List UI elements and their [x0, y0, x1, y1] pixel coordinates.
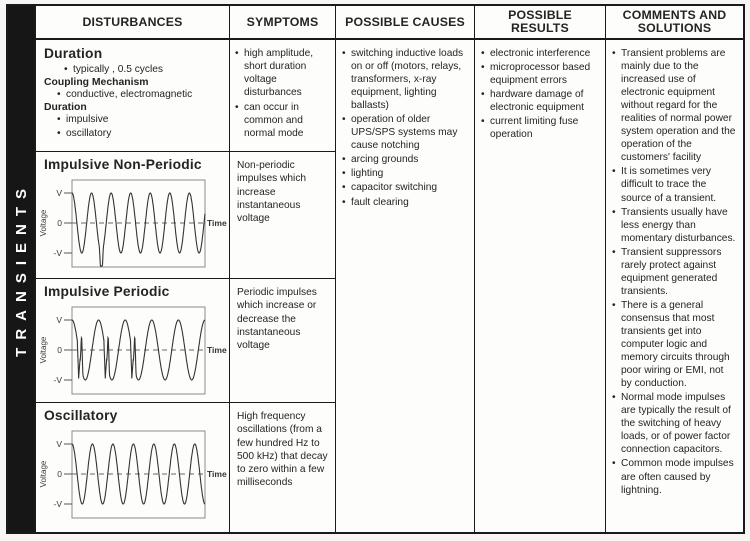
comment-item [612, 457, 736, 496]
result-item-text: electronic interference [490, 48, 591, 59]
comment-item-text: Common mode impulses are often caused by lightning. [621, 458, 734, 496]
comment-item [612, 391, 736, 456]
header-possible-results: POSSIBLE RESULTS [475, 6, 606, 40]
causes-list [342, 47, 468, 209]
symptom-text: High frequency oscillations (from a few hundred Hz to 500 kHz) that decay to zero within a few milliseconds [237, 411, 328, 489]
cell-symptoms-impulsive-non-periodic [230, 152, 336, 279]
cell-symptoms-general [230, 40, 336, 152]
cause-item-text: fault clearing [351, 196, 409, 208]
comment-item-text: Transient suppressors rarely protect against equipment generated transients. [621, 246, 722, 297]
cause-item-text: switching inductive loads on or off (motors, relays, transformers, x-ray equipment, lighting ballasts) [351, 48, 464, 112]
header-symptoms: SYMPTOMS [230, 6, 336, 40]
time-axis-label: Time [207, 469, 227, 479]
cause-item-text: lighting [351, 168, 384, 180]
vmin-label: -V [53, 248, 62, 258]
coupling-mechanism-heading: Coupling Mechanism [44, 77, 149, 89]
cell-possible-results [475, 40, 606, 532]
symptom-item-text: can occur in common and normal mode [244, 102, 304, 140]
vmin-label: -V [53, 499, 62, 509]
cause-item [342, 47, 468, 112]
symptom-item [235, 47, 330, 99]
cause-item [342, 196, 468, 209]
duration-heading: Duration [44, 46, 103, 61]
zero-label: 0 [57, 218, 62, 228]
cell-possible-causes [336, 40, 475, 532]
duration-type-heading: Duration [44, 102, 87, 114]
impulsive-periodic-title: Impulsive Periodic [44, 284, 170, 299]
coupling-mechanism-value [57, 88, 223, 101]
comment-item [612, 246, 736, 298]
oscillatory-title: Oscillatory [44, 408, 118, 423]
duration-value-text: typically , 0.5 cycles [73, 64, 164, 75]
cause-item-text: arcing grounds [351, 154, 419, 166]
cell-disturbance-general [36, 40, 230, 152]
result-item [481, 61, 599, 87]
vmax-label: V [56, 439, 62, 449]
cell-symptoms-oscillatory [230, 403, 336, 532]
zero-label: 0 [57, 469, 62, 479]
header-comments-solutions: COMMENTS AND SOLUTIONS [606, 6, 743, 40]
comment-item-text: Normal mode impulses are typically the result of the switching of heavy loads, or of power factor connection capacitors. [621, 392, 731, 456]
result-item [481, 115, 599, 141]
category-sidebar [8, 6, 36, 532]
symptom-text: Periodic impulses which increase or decrease the instantaneous voltage [237, 287, 317, 351]
vmax-label: V [56, 188, 62, 198]
table-grid [8, 6, 743, 532]
waveform-impulsive-non-periodic [38, 175, 228, 271]
symptoms-general-list [230, 40, 335, 149]
cell-disturbance-impulsive-periodic [36, 279, 230, 403]
cause-item-text: capacitor switching [351, 182, 438, 194]
vmin-label: -V [53, 375, 62, 385]
category-label: TRANSIENTS [12, 181, 30, 357]
duration-type-oscillatory [57, 127, 223, 140]
zero-label: 0 [57, 345, 62, 355]
cell-disturbance-impulsive-non-periodic [36, 152, 230, 279]
time-axis-label: Time [207, 218, 227, 228]
cause-item-text: operation of older UPS/SPS systems may cause notching [351, 114, 458, 152]
result-item-text: microprocessor based equipment errors [490, 62, 591, 87]
duration-type-impulsive [57, 113, 223, 126]
impulsive-non-periodic-title: Impulsive Non-Periodic [44, 157, 202, 172]
comment-item [612, 206, 736, 245]
comment-item-text: It is sometimes very difficult to trace the source of a transient. [621, 166, 717, 204]
voltage-axis-label: Voltage [39, 336, 48, 364]
cell-disturbance-oscillatory [36, 403, 230, 532]
cause-item [342, 153, 468, 166]
cause-item [342, 113, 468, 152]
symptom-item-text: high amplitude, short duration voltage disturbances [244, 48, 314, 99]
comment-item [612, 165, 736, 204]
comment-item-text: There is a general consensus that most transients get into computer logic and memory circuits through poor wiring or EMI, not by conduction. [621, 299, 730, 390]
result-item [481, 88, 599, 114]
waveform-impulsive-periodic [38, 302, 228, 398]
result-item-text: current limiting fuse operation [490, 116, 579, 141]
result-item-text: hardware damage of electronic equipment [490, 89, 585, 114]
duration-type-impulsive-text: impulsive [66, 114, 109, 126]
symptom-text: Non-periodic impulses which increase instantaneous voltage [237, 160, 307, 224]
symptom-item [235, 101, 330, 140]
duration-type-oscillatory-text: oscillatory [66, 128, 112, 140]
voltage-axis-label: Voltage [39, 209, 48, 237]
header-disturbances: DISTURBANCES [36, 6, 230, 40]
comment-item-text: Transients usually have less energy than momentary disturbances. [621, 206, 736, 244]
coupling-mechanism-value-text: conductive, electromagnetic [66, 89, 193, 101]
vmax-label: V [56, 315, 62, 325]
waveform-oscillatory [38, 426, 228, 522]
comment-item [612, 299, 736, 390]
waveform-trace [72, 193, 205, 266]
voltage-axis-label: Voltage [39, 460, 48, 488]
comment-item [612, 47, 736, 164]
cell-comments-solutions [606, 40, 743, 532]
header-possible-causes: POSSIBLE CAUSES [336, 6, 475, 40]
transients-table [6, 4, 745, 534]
duration-value [64, 63, 223, 76]
result-item [481, 47, 599, 60]
comments-list [612, 47, 736, 497]
cause-item [342, 181, 468, 194]
time-axis-label: Time [207, 345, 227, 355]
cell-symptoms-impulsive-periodic [230, 279, 336, 403]
comment-item-text: Transient problems are mainly due to the increased use of electronic equipment without regard for the realities of normal power system operation and the operation of the customers' facility [621, 48, 736, 164]
cause-item [342, 167, 468, 180]
results-list [481, 47, 599, 141]
